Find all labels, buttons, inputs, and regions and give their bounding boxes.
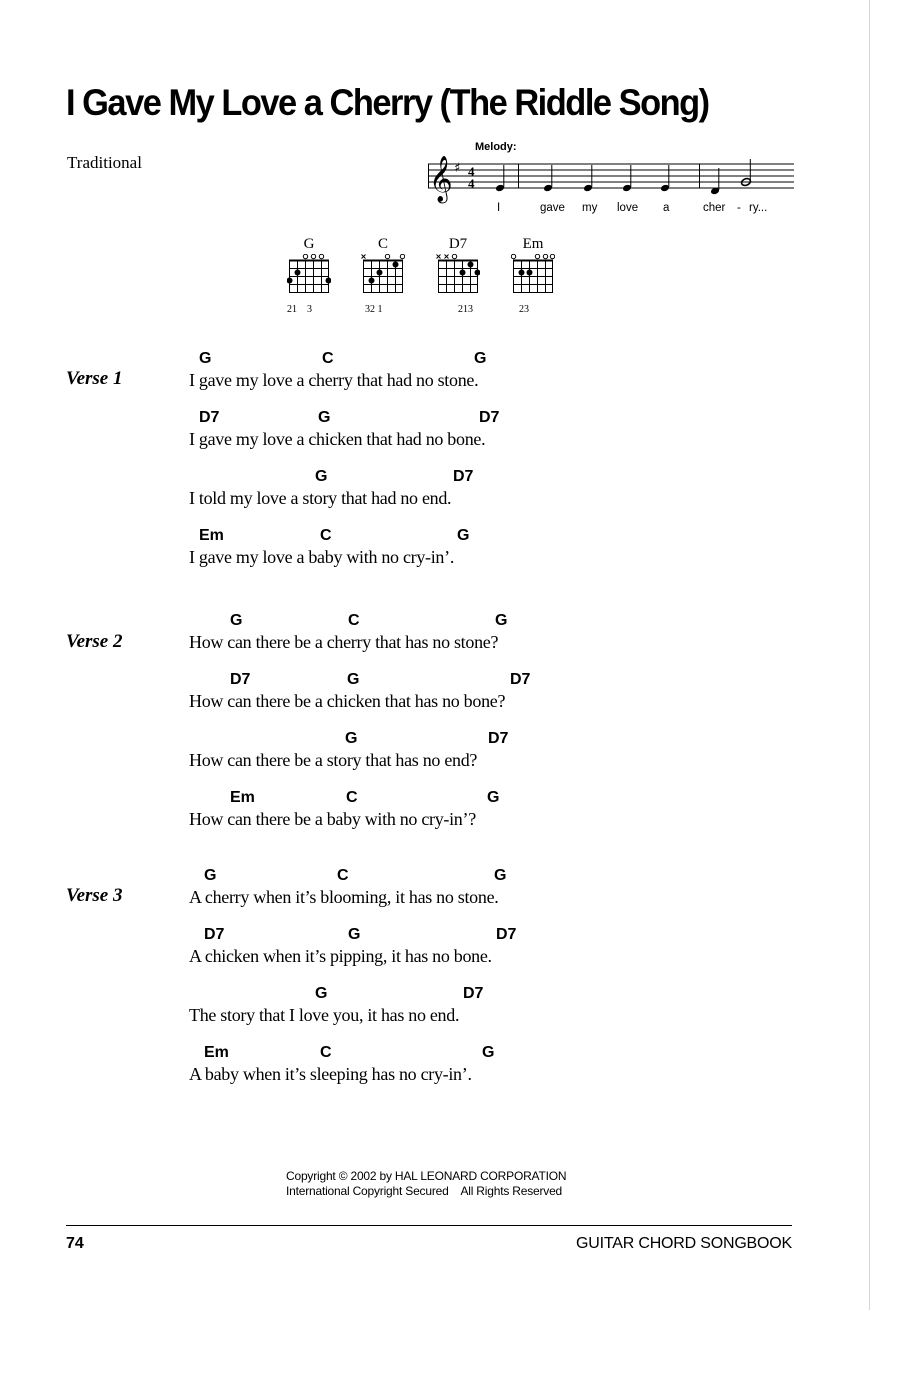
lyric-line: I gave my love a chicken that had no bone. bbox=[189, 429, 486, 449]
melody-lyric: cher bbox=[703, 202, 726, 214]
lyric-line: I gave my love a baby with no cry-in’. bbox=[189, 547, 455, 567]
chord-symbol: D7 bbox=[496, 926, 517, 943]
chord-symbol: G bbox=[482, 1044, 495, 1061]
melody-lyric: I bbox=[497, 202, 501, 214]
verse-label: Verse 1 bbox=[66, 368, 123, 389]
melody-note bbox=[660, 165, 670, 192]
chord-symbol: Em bbox=[230, 789, 255, 806]
treble-clef-icon: 𝄞 bbox=[429, 156, 453, 202]
chord-symbol: G bbox=[348, 926, 361, 943]
copyright-line: Copyright © 2002 by HAL LEONARD CORPORATION bbox=[286, 1169, 567, 1183]
song-line bbox=[189, 409, 689, 457]
lyric-line: The story that I love you, it has no end. bbox=[189, 1005, 460, 1025]
lyric-line: A chicken when it’s pipping, it has no bone. bbox=[189, 946, 492, 966]
song-line bbox=[189, 789, 689, 837]
melody-note bbox=[583, 165, 593, 192]
chord-diagram-name: Em bbox=[522, 236, 544, 252]
melody-note bbox=[543, 165, 553, 192]
melody-lyric: ry... bbox=[749, 202, 768, 214]
chord-symbol: G bbox=[457, 527, 470, 544]
lyric-line: How can there be a baby with no cry-in’? bbox=[189, 809, 476, 829]
chord-symbol: D7 bbox=[479, 409, 500, 426]
chord-symbol: G bbox=[230, 612, 243, 629]
footer-divider bbox=[66, 1225, 792, 1226]
song-line bbox=[189, 527, 689, 575]
melody-lyric: my bbox=[582, 202, 598, 214]
chord-symbol: G bbox=[474, 350, 487, 367]
lyric-line: A cherry when it’s blooming, it has no stone. bbox=[189, 887, 499, 907]
song-line bbox=[189, 1044, 689, 1092]
melody-lyric: - bbox=[737, 202, 741, 214]
chord-grid-d7 bbox=[436, 254, 480, 302]
chord-diagram-name: D7 bbox=[448, 236, 468, 252]
chord-symbol: C bbox=[320, 527, 332, 544]
chord-diagram-d7 bbox=[436, 236, 496, 320]
chord-symbol: C bbox=[320, 1044, 332, 1061]
chord-grid-em bbox=[511, 254, 555, 302]
melody-note bbox=[622, 165, 632, 192]
chord-diagram-fingering: 21 3 bbox=[287, 304, 312, 315]
melody-label: Melody: bbox=[475, 141, 517, 153]
song-line bbox=[189, 468, 689, 516]
chord-symbol: G bbox=[347, 671, 360, 688]
chord-diagram-c bbox=[361, 236, 421, 320]
chord-grid-c bbox=[361, 254, 405, 302]
song-line bbox=[189, 671, 689, 719]
lyric-line: How can there be a cherry that has no stone? bbox=[189, 632, 499, 652]
chord-grid-g bbox=[287, 254, 331, 302]
lyric-line: How can there be a chicken that has no bone? bbox=[189, 691, 506, 711]
chord-symbol: G bbox=[315, 985, 328, 1002]
sharp-icon: ♯ bbox=[454, 161, 461, 176]
lyric-line: How can there be a story that has no end? bbox=[189, 750, 478, 770]
chord-symbol: G bbox=[318, 409, 331, 426]
song-line bbox=[189, 730, 689, 778]
chord-symbol: D7 bbox=[463, 985, 484, 1002]
melody-lyric: gave bbox=[540, 202, 565, 214]
chord-diagram-fingering: 32 1 bbox=[365, 304, 383, 315]
chord-symbol: G bbox=[204, 867, 217, 884]
chord-symbol: C bbox=[346, 789, 358, 806]
chord-symbol: D7 bbox=[453, 468, 474, 485]
chord-diagram-em bbox=[511, 236, 571, 320]
chord-symbol: D7 bbox=[204, 926, 225, 943]
chord-symbol: G bbox=[345, 730, 358, 747]
song-line bbox=[189, 985, 689, 1033]
chord-symbol: Em bbox=[204, 1044, 229, 1061]
chord-symbol: C bbox=[348, 612, 360, 629]
verse-label: Verse 3 bbox=[66, 885, 123, 906]
copyright-rights-line: International Copyright Secured All Rights Reserved bbox=[286, 1184, 563, 1198]
chord-diagram-fingering: 213 bbox=[458, 304, 473, 315]
melody-lyric: a bbox=[663, 202, 670, 214]
chord-symbol: G bbox=[495, 612, 508, 629]
chord-symbol: Em bbox=[199, 527, 224, 544]
book-title: GUITAR CHORD SONGBOOK bbox=[576, 1235, 792, 1252]
melody-staff bbox=[428, 148, 800, 204]
chord-diagram-name: C bbox=[377, 236, 388, 252]
chord-symbol: D7 bbox=[488, 730, 509, 747]
melody-lyric: love bbox=[617, 202, 639, 214]
lyric-line: I told my love a story that had no end. bbox=[189, 488, 452, 508]
song-line bbox=[189, 350, 689, 398]
composer-credit: Traditional bbox=[67, 153, 142, 172]
song-title: I Gave My Love a Cherry (The Riddle Song) bbox=[66, 82, 709, 123]
time-signature-bottom: 4 bbox=[468, 176, 475, 191]
song-line bbox=[189, 612, 689, 660]
chord-symbol: C bbox=[337, 867, 349, 884]
chord-symbol: D7 bbox=[510, 671, 531, 688]
melody-note bbox=[495, 165, 505, 192]
chord-symbol: D7 bbox=[199, 409, 220, 426]
chord-symbol: G bbox=[494, 867, 507, 884]
chord-symbol: G bbox=[487, 789, 500, 806]
lyric-line: A baby when it’s sleeping has no cry-in’. bbox=[189, 1064, 472, 1084]
verse-label: Verse 2 bbox=[66, 631, 123, 652]
chord-symbol: D7 bbox=[230, 671, 251, 688]
page-number: 74 bbox=[66, 1235, 84, 1252]
chord-symbol: G bbox=[199, 350, 212, 367]
song-line bbox=[189, 867, 689, 915]
lyric-line: I gave my love a cherry that had no stone. bbox=[189, 370, 479, 390]
chord-diagram-g bbox=[287, 236, 347, 320]
song-line bbox=[189, 926, 689, 974]
chord-diagram-fingering: 23 bbox=[519, 304, 529, 315]
chord-symbol: G bbox=[315, 468, 328, 485]
chord-diagram-name: G bbox=[303, 236, 315, 252]
time-signature-top: 4 bbox=[468, 164, 475, 179]
page-edge-divider bbox=[869, 0, 870, 1310]
chord-symbol: C bbox=[322, 350, 334, 367]
